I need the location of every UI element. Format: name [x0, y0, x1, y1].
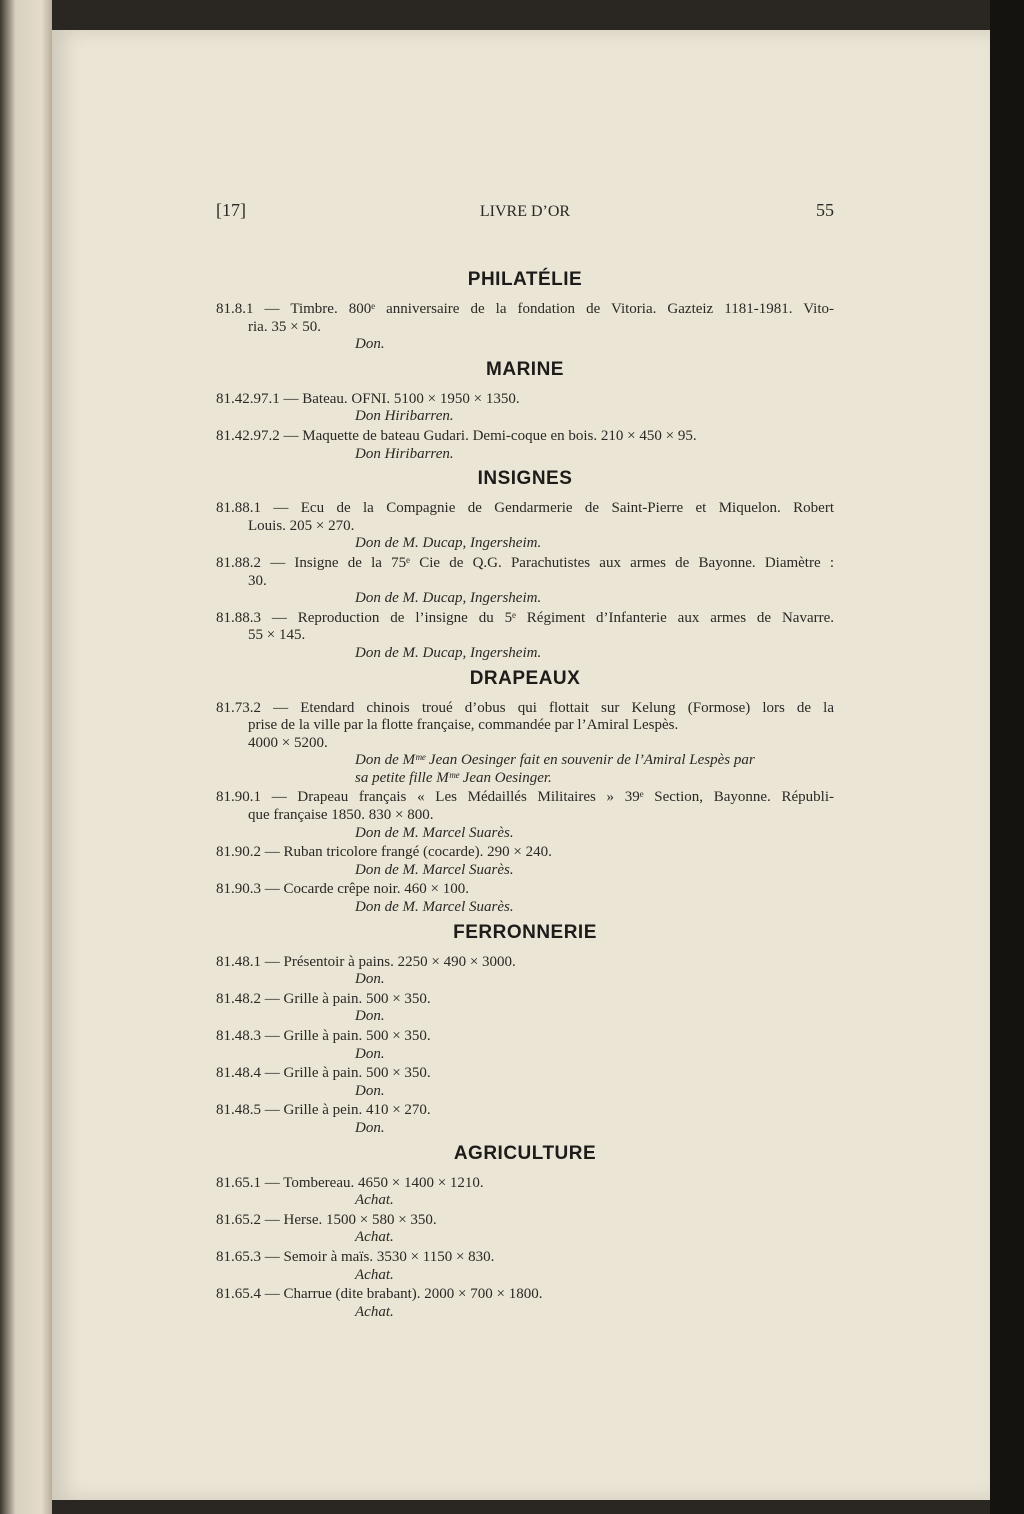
book-spine — [0, 0, 52, 1514]
catalogue-entry — [216, 1249, 834, 1284]
entry-description: 81.73.2 — Etendard chinois troué d’obus qui flottait sur Kelung (Formose) lors de la — [216, 699, 834, 716]
entry-provenance: Achat. — [355, 1303, 394, 1320]
catalogue-entry — [216, 844, 834, 879]
entry-description: 81.65.1 — Tombereau. 4650 × 1400 × 1210. — [216, 1174, 484, 1191]
entry-provenance: Don Hiribarren. — [355, 408, 454, 425]
entry-provenance: Don de M. Ducap, Ingersheim. — [355, 644, 542, 661]
section-heading: AGRICULTURE — [453, 1142, 597, 1164]
section-drapeaux — [216, 667, 834, 917]
entry-continuation: ria. 35 × 50. — [248, 318, 322, 335]
entry-provenance: Don de M. Ducap, Ingersheim. — [355, 535, 542, 552]
entry-description: 81.88.3 — Reproduction de l’insigne du 5ᵉ Régiment d’Infanterie aux armes de Navarre. — [216, 609, 834, 626]
entry-description: 81.42.97.1 — Bateau. OFNI. 5100 × 1950 × 1350. — [216, 390, 520, 407]
catalogue-entry — [216, 991, 834, 1026]
entry-description: 81.42.97.2 — Maquette de bateau Gudari. Demi-coque en bois. 210 × 450 × 95. — [216, 427, 697, 444]
entry-continuation: 4000 × 5200. — [248, 734, 328, 751]
catalogue-entry — [216, 500, 834, 553]
catalogue-entry — [216, 428, 834, 463]
section-heading: MARINE — [486, 358, 564, 380]
entry-description: 81.8.1 — Timbre. 800ᵉ anniversaire de la fondation de Vitoria. Gazteiz 1181-1981. Vito- — [216, 301, 834, 317]
entry-description: 81.48.5 — Grille à pein. 410 × 270. — [216, 1102, 431, 1119]
catalogue-entry — [216, 700, 834, 788]
section-philatélie — [216, 268, 834, 354]
entry-provenance: Don de M. Marcel Suarès. — [355, 861, 514, 878]
catalogue-entry — [216, 391, 834, 426]
catalogue-entry — [216, 1286, 834, 1321]
entry-provenance: Don de M. Marcel Suarès. — [355, 824, 514, 841]
entry-provenance: Don. — [355, 1008, 385, 1025]
catalogue-entry — [216, 301, 834, 354]
entry-provenance: Don Hiribarren. — [355, 445, 454, 462]
catalogue-entry — [216, 555, 834, 608]
scan-background — [990, 0, 1024, 1514]
section-ferronnerie — [216, 921, 834, 1138]
entry-provenance: Don de M. Marcel Suarès. — [355, 899, 514, 916]
catalogue-entry — [216, 1212, 834, 1247]
entry-description: 81.88.1 — Ecu de la Compagnie de Gendarmerie de Saint-Pierre et Miquelon. Robert — [216, 500, 834, 517]
section-heading: INSIGNES — [477, 468, 573, 490]
entry-provenance: Don. — [355, 1119, 385, 1136]
entry-provenance: Achat. — [355, 1192, 394, 1209]
entry-description: 81.90.3 — Cocarde crêpe noir. 460 × 100. — [216, 881, 469, 898]
section-agriculture — [216, 1142, 834, 1322]
entry-description: 81.65.3 — Semoir à maïs. 3530 × 1150 × 830. — [216, 1248, 495, 1265]
catalogue-entry — [216, 954, 834, 989]
entry-provenance: Don. — [355, 1045, 385, 1062]
entry-description: 81.48.4 — Grille à pain. 500 × 350. — [216, 1065, 431, 1082]
section-marine — [216, 358, 834, 463]
entry-continuation: 55 × 145. — [248, 627, 306, 644]
catalogue-entry — [216, 1175, 834, 1210]
entry-description: 81.65.4 — Charrue (dite brabant). 2000 × 700 × 1800. — [216, 1286, 543, 1303]
entry-provenance: Don. — [355, 336, 385, 353]
section-heading: DRAPEAUX — [469, 667, 581, 689]
section-heading: PHILATÉLIE — [467, 269, 583, 290]
entry-description: 81.48.1 — Présentoir à pains. 2250 × 490 × 3000. — [216, 953, 516, 970]
entry-provenance: Achat. — [355, 1266, 394, 1283]
entry-continuation: que française 1850. 830 × 800. — [248, 807, 434, 824]
catalogue-content — [216, 264, 834, 1323]
entry-description: 81.48.3 — Grille à pain. 500 × 350. — [216, 1028, 431, 1044]
catalogue-entry — [216, 881, 834, 916]
running-header — [216, 200, 834, 224]
entry-continuation: prise de la ville par la flotte française, commandée par l’Amiral Lespès. — [248, 717, 679, 734]
entry-description: 81.65.2 — Herse. 1500 × 580 × 350. — [216, 1211, 437, 1228]
entry-provenance: Don de Mᵐᵉ Jean Oesinger fait en souvenir de l’Amiral Lespès par — [355, 752, 755, 769]
section-heading: FERRONNERIE — [453, 921, 597, 943]
catalogue-entry — [216, 1028, 834, 1063]
entry-description: 81.88.2 — Insigne de la 75ᵉ Cie de Q.G. Parachutistes aux armes de Bayonne. Diamètre : — [216, 554, 834, 571]
entry-description: 81.48.2 — Grille à pain. 500 × 350. — [216, 990, 431, 1007]
section-insignes — [216, 467, 834, 662]
entry-continuation: Louis. 205 × 270. — [248, 517, 355, 534]
entry-provenance: sa petite fille Mᵐᵉ Jean Oesinger. — [355, 769, 552, 786]
catalogue-entry — [216, 789, 834, 842]
entry-provenance: Achat. — [355, 1229, 394, 1246]
catalogue-entry — [216, 610, 834, 663]
catalogue-entry — [216, 1102, 834, 1137]
entry-provenance: Don. — [355, 1082, 385, 1099]
entry-continuation: 30. — [248, 572, 267, 589]
entry-provenance: Don. — [355, 971, 385, 988]
chapter-number: [17] — [216, 200, 246, 220]
catalogue-entry — [216, 1065, 834, 1100]
entry-description: 81.90.2 — Ruban tricolore frangé (cocarde). 290 × 240. — [216, 844, 552, 861]
book-title: LIVRE D’OR — [479, 203, 571, 220]
page-number: 55 — [816, 200, 834, 220]
entry-provenance: Don de M. Ducap, Ingersheim. — [355, 590, 542, 607]
entry-description: 81.90.1 — Drapeau français « Les Médaillés Militaires » 39ᵉ Section, Bayonne. Républi- — [216, 789, 834, 806]
